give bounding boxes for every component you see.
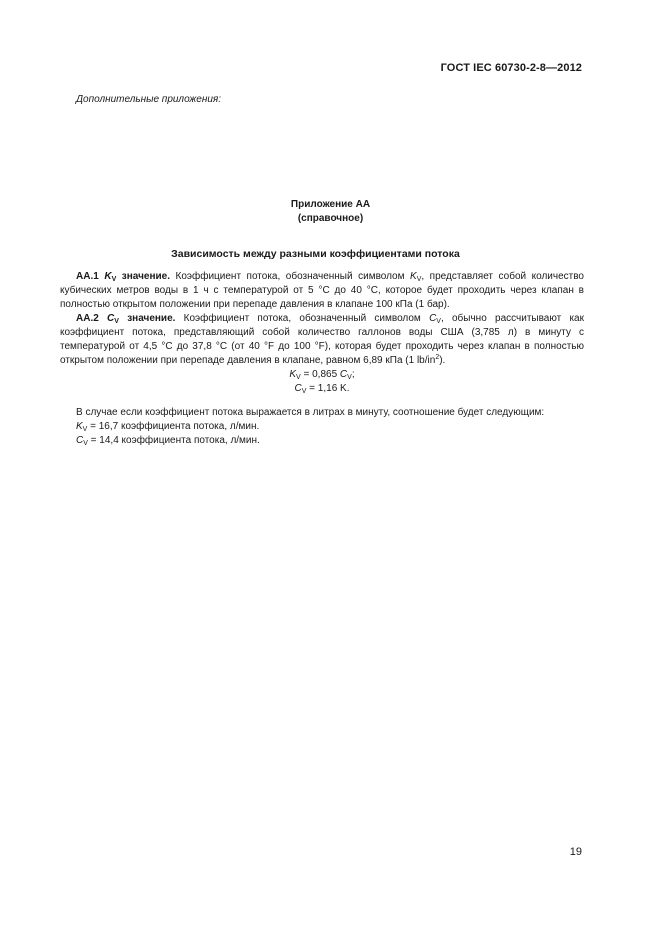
- liters-item-cv-sub: V: [83, 440, 88, 447]
- aa1-title-rest: значение.: [121, 271, 170, 282]
- formula-cv: [60, 382, 584, 396]
- paragraph-aa2: [60, 312, 584, 368]
- liters-item-cv-text: = 14,4 коэффициента потока, л/мин.: [87, 435, 260, 446]
- liters-note: В случае если коэффициент потока выражается в литрах в минуту, соотношение будет следующим:: [76, 407, 545, 418]
- liters-item-cv-symbol: C: [76, 435, 84, 446]
- aa1-sym2: K: [410, 271, 417, 282]
- extra-appendices-label: Дополнительные приложения:: [76, 94, 222, 105]
- liters-item-kv-symbol: K: [76, 421, 83, 432]
- aa2-title-rest: значение.: [127, 313, 176, 324]
- aa2-sym2-sub: V: [436, 318, 441, 325]
- formula1-lhs: K: [289, 369, 297, 380]
- formula1-lhs-sub: V: [296, 374, 301, 381]
- standard-code-header: ГОСТ IEC 60730-2-8—2012: [440, 62, 582, 74]
- page-number: 19: [569, 846, 582, 858]
- annex-title-block: [0, 198, 661, 226]
- formula1-end: ;: [351, 369, 355, 380]
- aa1-text-b: , представляет собой количество кубических метров воды в 1 ч с температурой от 5 °С до 40 °С, которое будет проходить через клапан в полностью открытом положении при перепаде давления в клапане 100 кПа (1 бар).: [60, 271, 584, 310]
- aa2-number: АА.2: [76, 313, 99, 324]
- aa2-symbol: C: [107, 313, 115, 324]
- aa1-number: АА.1: [76, 271, 99, 282]
- aa2-sym2: C: [429, 313, 437, 324]
- aa2-text-b: , обычно рассчитывают как коэффициент потока, представляющий собой количество галлонов воды США (3,785 л) в минуту с температурой от 4,5 °С до 37,8 °С (от 40 °F до 100 °F), которая будет проходить через клапан в полностью открытом положении при перепаде давления в клапане, равном 6,89 кПа (1 lb/in: [60, 313, 584, 366]
- aa1-symbol: K: [104, 271, 112, 282]
- aa2-symbol-sub: V: [114, 318, 119, 325]
- annex-title: Приложение АА: [290, 199, 371, 210]
- annex-body: [60, 270, 584, 448]
- aa2-text-b-sup: 2: [435, 354, 440, 361]
- formula1-rhs: C: [339, 369, 348, 380]
- paragraph-aa1: [60, 270, 584, 312]
- formula1-mid: = 0,865: [300, 369, 340, 380]
- aa1-sym2-sub: V: [416, 276, 422, 283]
- liters-item-cv: [60, 434, 584, 448]
- liters-item-kv-text: = 16,7 коэффициента потока, л/мин.: [87, 421, 260, 432]
- aa1-text-a: Коэффициент потока, обозначенный символом: [175, 271, 405, 282]
- formula2-rest: = 1,16 K.: [306, 383, 350, 394]
- formula2-lhs-sub: V: [301, 388, 307, 395]
- annex-heading: Зависимость между разными коэффициентами потока: [171, 248, 460, 260]
- formula1-rhs-sub: V: [347, 374, 352, 381]
- formula-kv: [60, 368, 584, 382]
- aa2-text-a: Коэффициент потока, обозначенный символом: [183, 313, 421, 324]
- liters-item-kv-sub: V: [82, 426, 88, 433]
- formula2-lhs: C: [294, 383, 302, 394]
- annex-status: (справочное): [297, 213, 364, 224]
- liters-item-kv: [60, 420, 584, 434]
- aa2-text-b-end: ).: [439, 355, 446, 366]
- aa1-symbol-sub: V: [111, 276, 117, 283]
